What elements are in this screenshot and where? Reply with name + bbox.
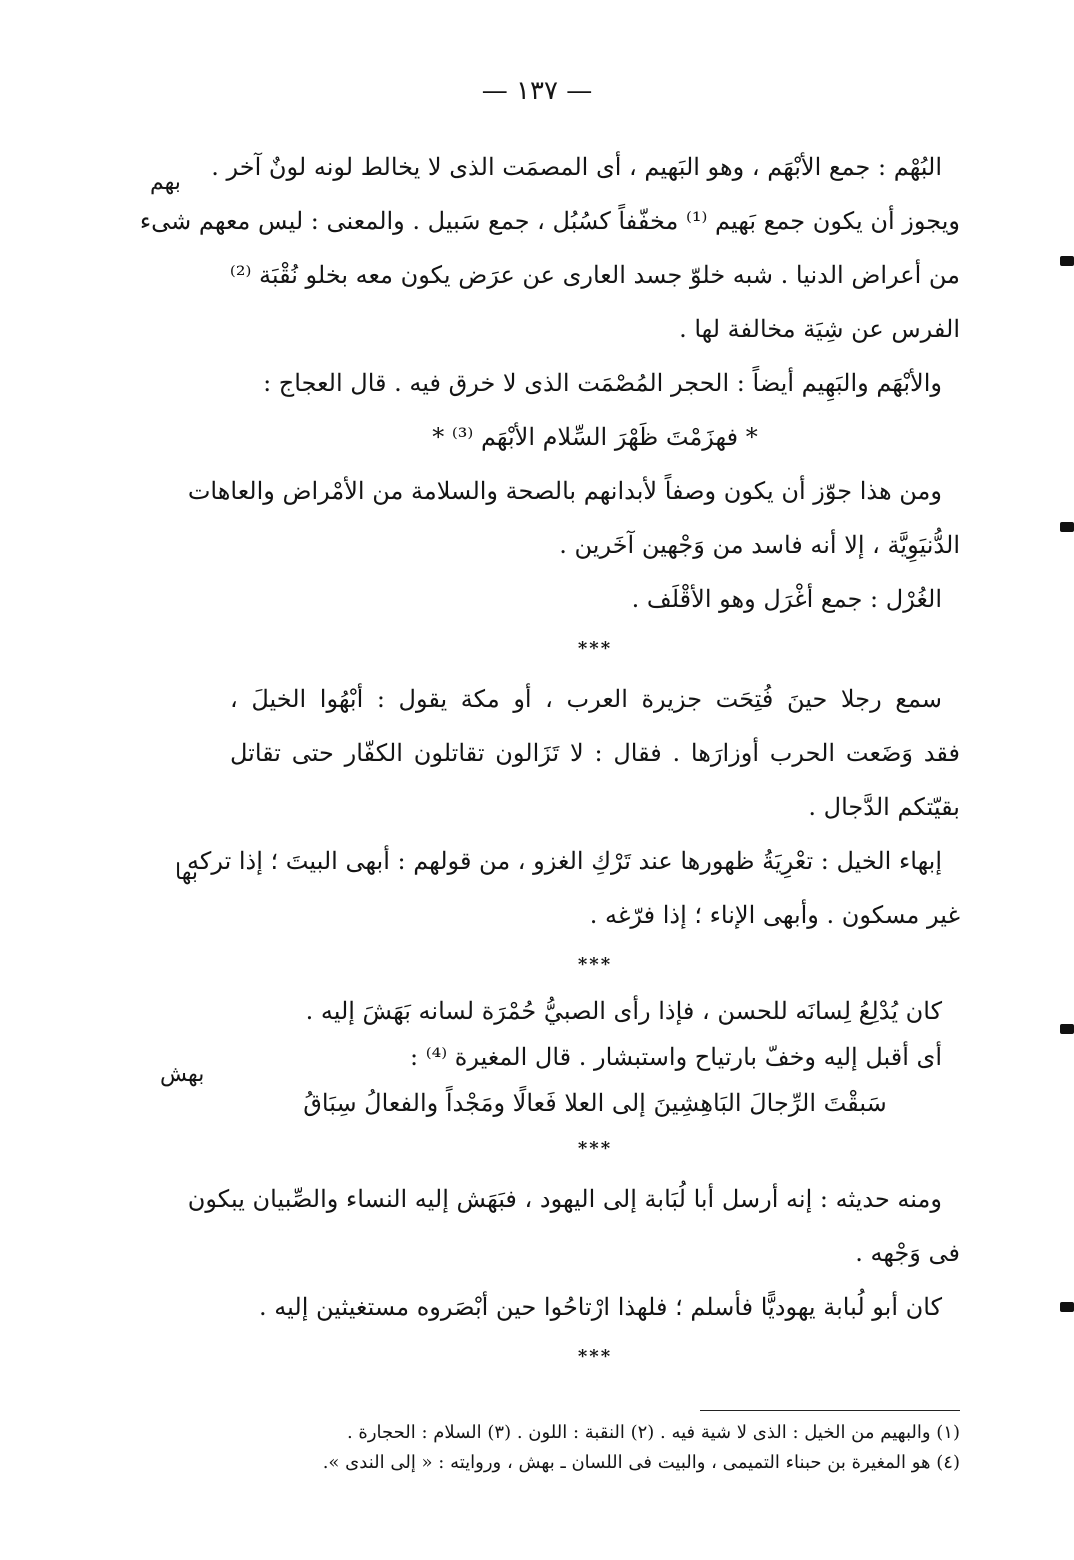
text-line: إبهاء الخيل : تعْرِيَةُ ظهورها عند تَرْكِ الغزو ، من قولهم : أبهى البيتَ ؛ إذا تركه (187, 847, 942, 875)
text-line: غير مسكون . وأبهى الإناء ؛ إذا فرّغه . (589, 901, 960, 929)
text-line: فقد وَضَعت الحرب أوزارَها . فقال : لا تَزَالون تقاتلون الكفّار حتى تقاتل (230, 739, 960, 767)
section-separator: *** (577, 1138, 613, 1159)
text-line: الدُّنيَوِيَّة ، إلا أنه فاسد من وَجْهين آخَرين . (559, 531, 960, 559)
margin-note-bahash: بهش (160, 1062, 205, 1087)
text-line: ويجوز أن يكون جمع بَهيم ⁽¹⁾ مخفّفاً كسُبُل ، جمع سَبيل . والمعنى : ليس معهم شىء (139, 207, 960, 235)
text-line: فى وَجْهه . (855, 1239, 960, 1267)
text-line: من أعراض الدنيا . شبه خلوّ جسد العارى عن عرَض يكون معه بخلو نُقْبَة ⁽²⁾ (229, 261, 960, 289)
margin-tick-mark (1060, 1024, 1074, 1034)
page-number: — ١٣٧ — (481, 76, 593, 106)
main-text (139, 140, 960, 1380)
margin-tick-mark (1060, 1302, 1074, 1312)
section-separator: *** (577, 954, 613, 975)
text-line: ومن هذا جوّز أن يكون وصفاً لأبدانهم بالصحة والسلامة من الأمْراض والعاهات (187, 477, 942, 505)
verse-line: * فهزَمْتَ ظَهْرَ السِّلام الأبْهَم ⁽³⁾ * (432, 423, 758, 451)
footnote: (١) والبهيم من الخيل : الذى لا شية فيه . (٢) النقبة : اللون . (٣) السلام : الحجارة . (346, 1422, 960, 1443)
text-line: ومنه حديثه : إنه أرسل أبا لُبَابة إلى اليهود ، فبَهَش إليه النساء والصِّبيان يبكون (187, 1185, 942, 1213)
section-separator: *** (577, 1346, 613, 1367)
footnote: (٤) هو المغيرة بن حبناء التميمى ، والبيت فى اللسان ـ بهش ، وروايته : « إلى الندى ». (322, 1452, 960, 1473)
text-line: الفرس عن شِيَة مخالفة لها . (679, 315, 960, 343)
margin-tick-mark (1060, 256, 1074, 266)
text-line: البُهْم : جمع الأبْهَم ، وهو البَهيم ، أى المصمَت الذى لا يخالط لونه لونٌ آخر . (211, 153, 942, 181)
footnote-rule (700, 1410, 960, 1411)
text-line: بقيّتكم الدَّجال . (808, 793, 960, 821)
margin-note-baha: بها (175, 860, 198, 885)
margin-note-bahm: بهم (150, 170, 181, 195)
text-line: سمع رجلا حينَ فُتِحَت جزيرة العرب ، أو مكة يقول : أبْهُوا الخيلَ ، (230, 685, 942, 713)
margin-tick-mark (1060, 522, 1074, 532)
verse-line: سَبقْتَ الرِّجالَ البَاهِشِينَ إلى العلا فَعالًا ومَجْداً والفعالُ سِبَاقُ (303, 1089, 887, 1117)
section-separator: *** (577, 638, 613, 659)
text-line: كان يُدْلِعُ لِسانَه للحسن ، فإذا رأى الصبيُّ حُمْرَة لسانه بَهَشَ إليه . (305, 997, 942, 1025)
text-line: الغُرْل : جمع أغْرَل وهو الأقْلَف . (631, 585, 942, 613)
text-line: كان أبو لُبابة يهوديًّا فأسلم ؛ فلهذا ارْتاحُوا حين أبْصَروه مستغيثين إليه . (259, 1293, 942, 1321)
text-line: أى أقبل إليه وخفّ بارتياح واستبشار . قال المغيرة ⁽⁴⁾ : (410, 1043, 942, 1071)
text-line: والأبْهَم والبَهِيم أيضاً : الحجر المُصْمَت الذى لا خرق فيه . قال العجاج : (263, 369, 942, 397)
